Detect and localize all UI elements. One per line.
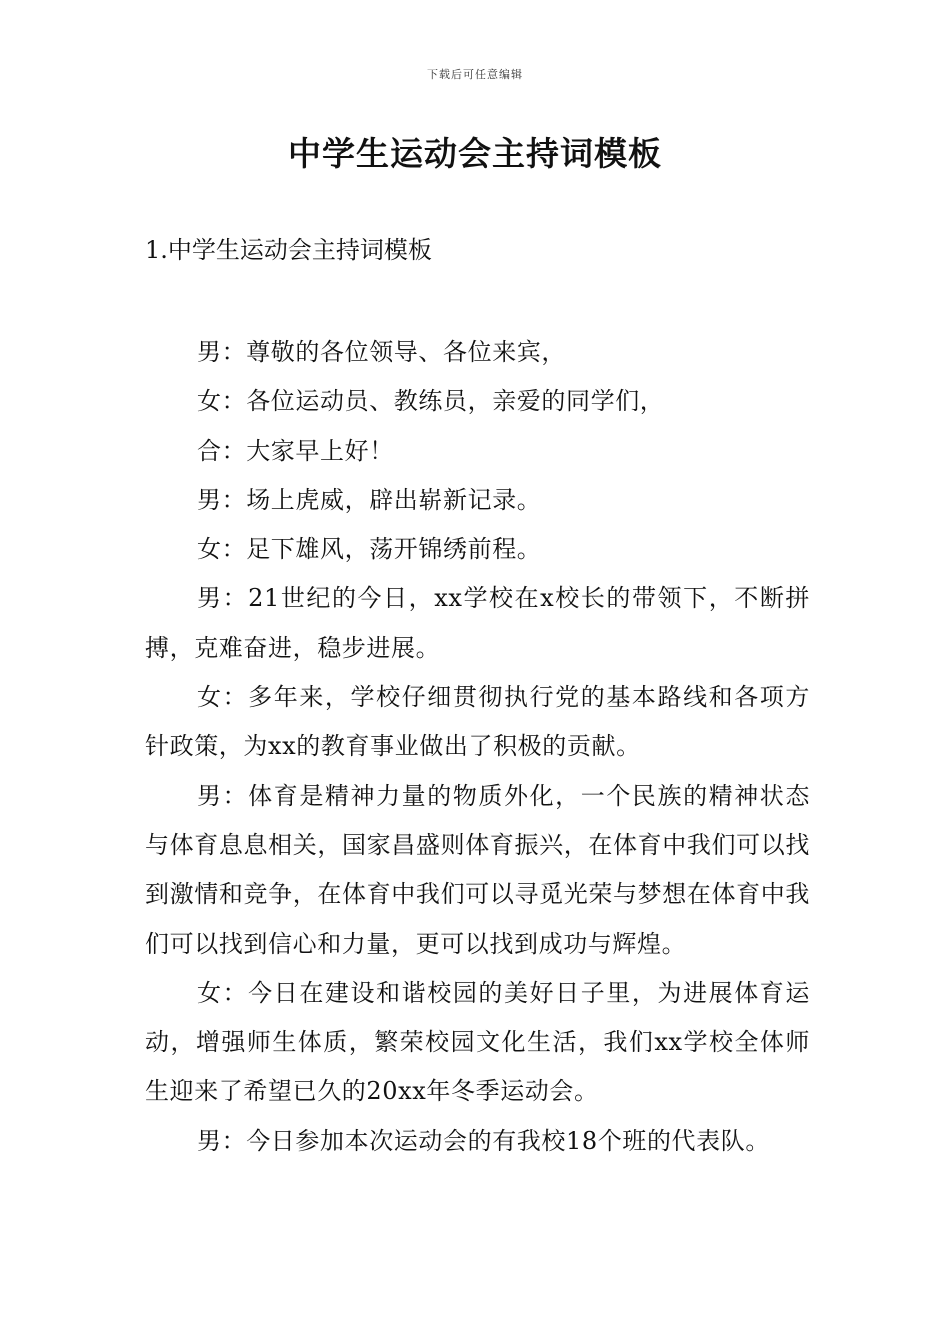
paragraph: 女：多年来，学校仔细贯彻执行党的基本路线和各项方针政策，为xx的教育事业做出了积极的贡献。 — [145, 683, 810, 761]
paragraph: 合：大家早上好！ — [197, 436, 394, 465]
paragraph: 男：体育是精神力量的物质外化，一个民族的精神状态与体育息息相关，国家昌盛则体育振兴，在体育中我们可以找到激情和竞争，在体育中我们可以寻觅光荣与梦想在体育中我们可以找到信心和力量，更可以找到成功与辉煌。 — [145, 781, 810, 958]
paragraph: 男：今日参加本次运动会的有我校18个班的代表队。 — [197, 1126, 770, 1155]
header-note: 下载后可任意编辑 — [427, 68, 523, 81]
document-title: 中学生运动会主持词模板 — [288, 134, 662, 173]
document-body — [145, 328, 810, 1166]
paragraph: 男：尊敬的各位领导、各位来宾， — [197, 338, 566, 366]
paragraph: 男：21世纪的今日，xx学校在x校长的带领下，不断拼搏，克难奋进，稳步进展。 — [145, 584, 810, 662]
paragraph: 女：今日在建设和谐校园的美好日子里，为进展体育运动，增强师生体质，繁荣校园文化生活，我们xx学校全体师生迎来了希望已久的20xx年冬季运动会。 — [145, 978, 810, 1106]
paragraph: 女：各位运动员、教练员，亲爱的同学们， — [197, 387, 665, 416]
section-heading: 1.中学生运动会主持词模板 — [145, 236, 432, 264]
paragraph: 男：场上虎威，辟出崭新记录。 — [197, 485, 542, 514]
paragraph: 女：足下雄风，荡开锦绣前程。 — [197, 535, 542, 564]
